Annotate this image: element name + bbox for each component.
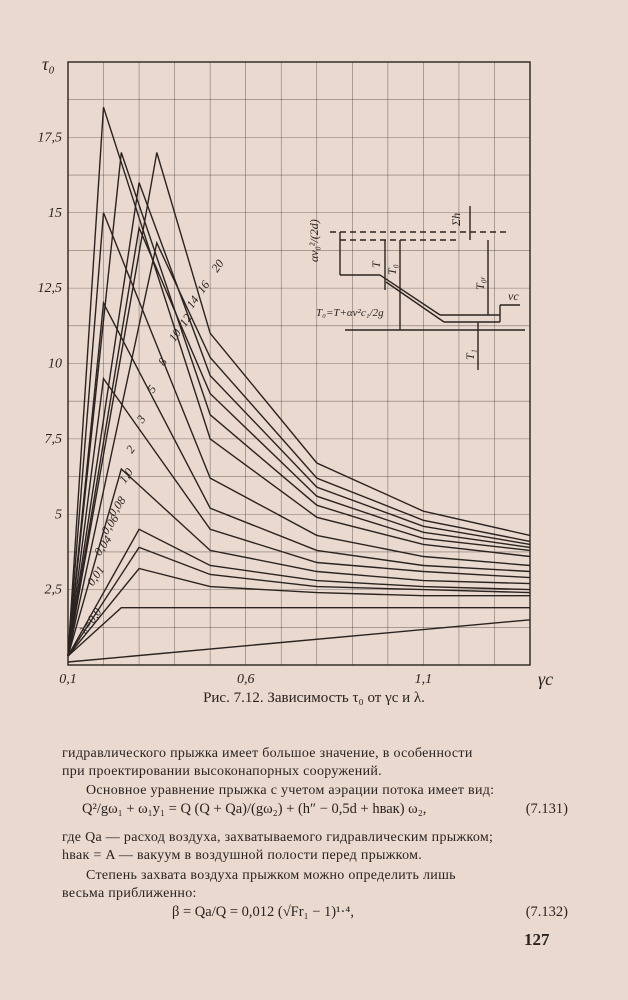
y-tick-label: 2,5 (44, 582, 62, 598)
x-axis-symbol: γc (538, 669, 554, 689)
curve-label: 20 (208, 256, 227, 275)
x-tick-label: 1,1 (414, 672, 433, 687)
inset-head-label: αv₀²/(2d) (307, 219, 321, 262)
paragraph-line: Степень захвата воздуха прыжком можно определить лишь (86, 868, 456, 883)
x-tick-label: 0,6 (236, 672, 255, 687)
equation-body: Q²/gω₁ + ω₁y₁ = Q (Q + Qa)/(gω₂) + (h″ − 0,5d + hвак) ω₂, (82, 801, 427, 817)
inset-formula: T₀=T+αv²c₁/2g (316, 307, 384, 319)
curve-label: 0,08 (105, 493, 129, 519)
y-tick-label: 12,5 (37, 281, 62, 297)
curve-label: 16 (194, 278, 213, 296)
curve-label: 0,06 (98, 511, 122, 538)
figure-caption: Рис. 7.12. Зависимость τ₀ от γc и λ. (203, 690, 425, 706)
equation-body: β = Qa/Q = 0,012 (√Fr₁ − 1)¹·⁴, (172, 904, 354, 920)
y-tick-label: 10 (48, 356, 62, 372)
equation-number: (7.131) (525, 801, 568, 817)
x-tick-label: 0,1 (59, 672, 77, 687)
y-tick-label: 7,5 (44, 431, 62, 447)
y-tick-label: 15 (48, 205, 62, 221)
series-line (68, 620, 530, 662)
chart-curves (68, 107, 530, 662)
curve-label: λ=0,0 (76, 605, 105, 637)
inset-T-label: T (369, 261, 383, 268)
inset-T0-label: T₀ (385, 264, 399, 275)
curve-label: 12 (176, 311, 195, 330)
y-tick-label: 17,5 (37, 130, 62, 146)
paragraph-line: гидравлического прыжка имеет большое значение, в особенности (62, 746, 473, 761)
series-line (68, 153, 530, 657)
curve-label: 10 (165, 326, 184, 345)
y-axis-symbol: τ₀ (42, 54, 55, 74)
series-line (68, 243, 530, 656)
inset-zh-label: Σh (449, 212, 463, 226)
series-line (68, 608, 530, 656)
paragraph-line: при проектировании высоконапорных сооружений. (62, 764, 382, 779)
series-line (68, 547, 530, 656)
y-tick-label: 5 (55, 507, 62, 523)
paragraph-line: весьма приближенно: (62, 886, 197, 901)
equation-number: (7.132) (525, 904, 568, 920)
inset-T0r-label: T₀ᵣ (473, 276, 487, 290)
curve-label: 14 (183, 293, 202, 311)
inset-vc-label: vc (508, 289, 519, 303)
paragraph-line: где Qa — расход воздуха, захватываемого гидравлическим прыжком; (62, 830, 494, 845)
series-line (68, 153, 530, 657)
curve-label: 0,01 (83, 563, 108, 589)
chart-grid (68, 62, 530, 665)
page-number: 127 (524, 930, 550, 949)
curve-label: 3 (133, 412, 149, 426)
paragraph-line: hвак = A — вакуум в воздушной полости перед прыжком. (62, 848, 423, 863)
curve-label: 5 (144, 382, 160, 396)
curve-label: 8 (154, 355, 170, 369)
series-line (68, 469, 530, 656)
inset-T1-label: T₁ (463, 349, 477, 360)
curve-label: 2 (122, 442, 138, 456)
curve-label: 0,04 (90, 532, 115, 559)
paragraph-line: Основное уравнение прыжка с учетом аэрации потока имеет вид: (86, 783, 495, 798)
curve-label: 1,0 (115, 465, 136, 486)
